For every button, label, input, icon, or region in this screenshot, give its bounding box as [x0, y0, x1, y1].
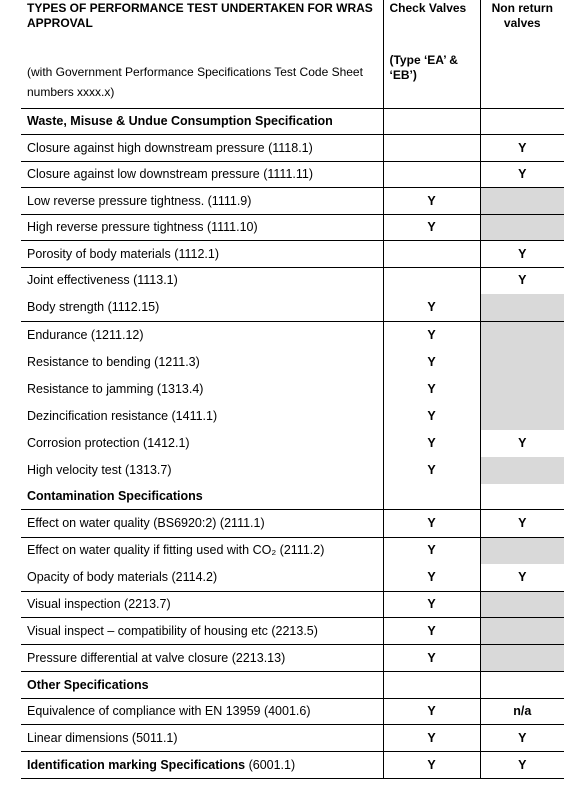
test-label: Effect on water quality (BS6920:2) (2111.1)	[21, 510, 383, 538]
check-valves-mark: Y	[383, 403, 480, 430]
check-valves-mark: Y	[383, 457, 480, 484]
check-valves-mark	[383, 162, 480, 188]
test-label: Joint effectiveness (1113.1)	[27, 273, 178, 288]
table-row	[21, 538, 564, 564]
non-return-mark	[480, 294, 564, 322]
check-valves-mark	[383, 135, 480, 162]
non-return-mark	[480, 645, 564, 672]
header-nonreturn-cell	[480, 0, 564, 109]
check-valves-mark: Y	[383, 645, 480, 672]
check-valves-mark	[383, 268, 480, 294]
table-row	[21, 430, 564, 457]
table-row	[21, 294, 564, 322]
section-heading: Contamination Specifications	[21, 484, 383, 510]
test-label: Opacity of body materials (2114.2)	[21, 564, 383, 592]
non-return-mark: Y	[480, 752, 564, 779]
test-label	[21, 752, 383, 779]
test-label: Dezincification resistance (1411.1)	[27, 408, 218, 423]
check-valves-mark: Y	[383, 564, 480, 592]
non-return-mark: n/a	[480, 699, 564, 725]
header-title-cell	[21, 0, 383, 109]
check-valves-mark: Y	[383, 376, 480, 403]
test-label: Resistance to jamming (1313.4)	[27, 381, 204, 396]
non-return-mark: Y	[480, 241, 564, 268]
non-return-mark: Y	[480, 725, 564, 752]
header-check-valves-cell	[383, 0, 480, 109]
table-row	[21, 376, 564, 403]
test-label: High velocity test (1313.7)	[27, 462, 172, 477]
non-return-mark	[480, 592, 564, 618]
wras-performance-test-table	[21, 0, 564, 779]
section-row	[21, 672, 564, 699]
non-return-mark	[480, 188, 564, 215]
table-row	[21, 618, 564, 645]
table-row	[21, 457, 564, 484]
table-title: TYPES OF PERFORMANCE TEST UNDERTAKEN FOR WRAS APPROVAL	[27, 1, 373, 30]
test-label: Porosity of body materials (1112.1)	[21, 241, 383, 268]
table-body	[21, 0, 564, 779]
test-label: Effect on water quality if fitting used with CO₂ (2111.2)	[27, 543, 325, 558]
test-label: Body strength (1112.15)	[21, 294, 383, 322]
check-valves-mark: Y	[383, 725, 480, 752]
check-valves-mark: Y	[383, 510, 480, 538]
non-return-mark	[480, 457, 564, 484]
empty-cell	[480, 484, 564, 510]
check-valves-mark: Y	[383, 349, 480, 376]
header-row	[21, 0, 564, 109]
test-label: Resistance to bending (1211.3)	[27, 354, 200, 369]
table-row	[21, 645, 564, 672]
table-row	[21, 725, 564, 752]
test-label: Visual inspection (2213.7)	[21, 592, 383, 618]
test-label: Endurance (1211.12)	[27, 327, 144, 342]
non-return-mark	[480, 403, 564, 430]
column-header-check-type: (Type ‘EA’ & ‘EB’)	[389, 53, 458, 82]
section-heading: Waste, Misuse & Undue Consumption Specification	[21, 109, 383, 135]
empty-cell	[383, 109, 480, 135]
test-label: Pressure differential at valve closure (2213.13)	[21, 645, 383, 672]
table-row	[21, 564, 564, 592]
table-row	[21, 592, 564, 618]
table-row	[21, 699, 564, 725]
table-subtitle: (with Government Performance Specifications Test Code Sheet numbers xxxx.x)	[27, 65, 363, 99]
non-return-mark: Y	[480, 564, 564, 592]
table-row	[21, 403, 564, 430]
non-return-mark	[480, 349, 564, 376]
check-valves-mark	[383, 241, 480, 268]
table-row	[21, 752, 564, 779]
test-label: Low reverse pressure tightness. (1111.9)	[21, 188, 383, 215]
check-valves-mark: Y	[383, 322, 480, 349]
table-row	[21, 188, 564, 215]
table-row	[21, 510, 564, 538]
check-valves-mark: Y	[383, 188, 480, 215]
test-label: Visual inspect – compatibility of housing etc (2213.5)	[21, 618, 383, 645]
non-return-mark	[480, 618, 564, 645]
column-header-check-valves: Check Valves	[389, 1, 467, 15]
table-row	[21, 349, 564, 376]
check-valves-mark: Y	[383, 752, 480, 779]
non-return-mark	[480, 376, 564, 403]
check-valves-mark: Y	[383, 538, 480, 564]
check-valves-mark: Y	[383, 430, 480, 457]
section-row	[21, 484, 564, 510]
empty-cell	[480, 672, 564, 699]
test-label: Linear dimensions (5011.1)	[21, 725, 383, 752]
non-return-mark	[480, 322, 564, 349]
non-return-mark: Y	[518, 273, 527, 288]
test-label: Closure against low downstream pressure (1111.11)	[21, 162, 383, 188]
table-row	[21, 135, 564, 162]
table-row	[21, 241, 564, 268]
section-heading: Other Specifications	[21, 672, 383, 699]
section-row	[21, 109, 564, 135]
test-label: Corrosion protection (1412.1)	[27, 435, 190, 450]
empty-cell	[383, 484, 480, 510]
test-label-code: (6001.1)	[245, 757, 296, 772]
empty-cell	[383, 672, 480, 699]
test-label: Closure against high downstream pressure (1118.1)	[21, 135, 383, 162]
table-row	[21, 268, 564, 294]
check-valves-mark: Y	[383, 618, 480, 645]
table-row	[21, 322, 564, 349]
non-return-mark: Y	[518, 435, 527, 450]
non-return-mark: Y	[480, 162, 564, 188]
check-valves-mark: Y	[383, 215, 480, 241]
table-row	[21, 215, 564, 241]
test-label: High reverse pressure tightness (1111.10)	[21, 215, 383, 241]
check-valves-mark: Y	[383, 294, 480, 322]
check-valves-mark: Y	[383, 699, 480, 725]
empty-cell	[480, 109, 564, 135]
non-return-mark	[480, 215, 564, 241]
non-return-mark	[480, 538, 564, 564]
non-return-mark: Y	[480, 510, 564, 538]
check-valves-mark: Y	[383, 592, 480, 618]
test-label-bold: Identification marking Specifications	[27, 757, 246, 772]
non-return-mark: Y	[480, 135, 564, 162]
test-label: Equivalence of compliance with EN 13959 (4001.6)	[21, 699, 383, 725]
column-header-non-return-valves: Non return valves	[491, 1, 553, 30]
table-row	[21, 162, 564, 188]
